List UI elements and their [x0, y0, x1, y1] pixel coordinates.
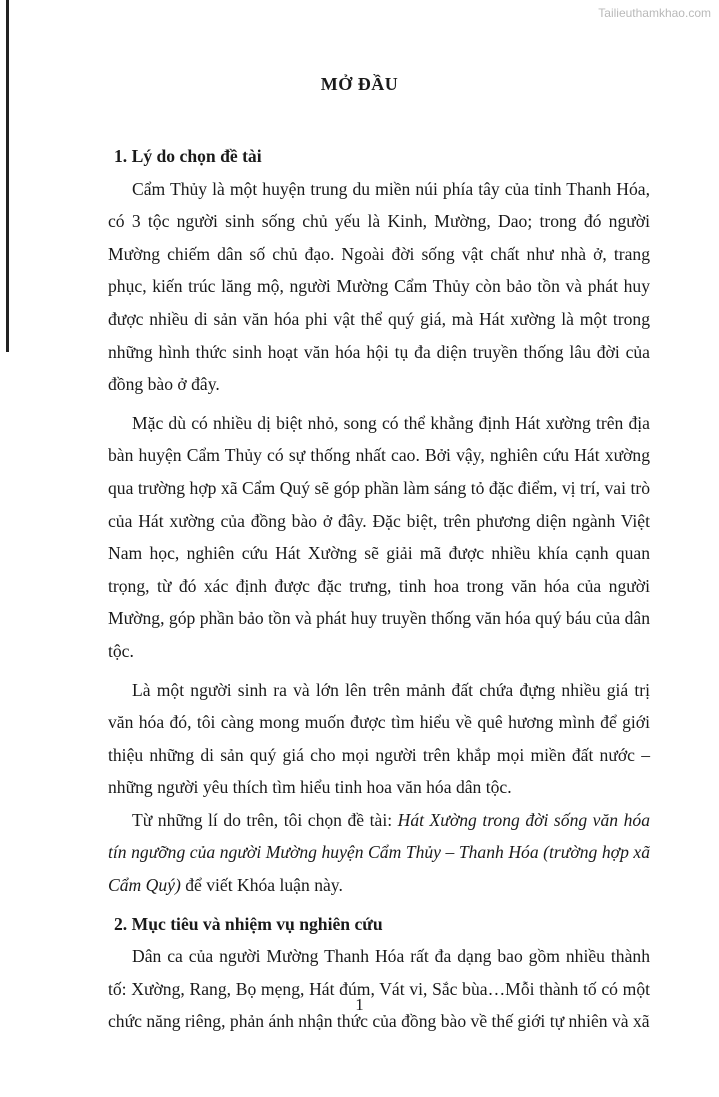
section-1-paragraph-4 — [108, 804, 650, 902]
section-1-paragraph-2: Mặc dù có nhiều dị biệt nhỏ, song có thể khẳng định Hát xường trên địa bàn huyện Cẩm Thủy có sự thống nhất cao. Bởi vậy, nghiên cứu Hát xường qua trường hợp xã Cẩm Quý sẽ góp phần làm sáng tỏ đặc điểm, vị trí, vai trò của Hát xường của đồng bào ở đây. Đặc biệt, trên phương diện ngành Việt Nam học, nghiên cứu Hát Xường sẽ giải mã được nhiều khía cạnh quan trọng, từ đó xác định được đặc trưng, tinh hoa trong văn hóa của người Mường, góp phần bảo tồn và phát huy truyền thống văn hóa quý báu của dân tộc. — [108, 412, 650, 661]
scan-margin-line — [6, 0, 9, 352]
section-2-heading: 2. Mục tiêu và nhiệm vụ nghiên cứu — [114, 913, 383, 934]
document-body — [108, 140, 650, 1038]
section-1-paragraph-3: Là một người sinh ra và lớn lên trên mảnh đất chứa đựng nhiều giá trị văn hóa đó, tôi càng mong muốn được tìm hiểu về quê hương mình để giới thiệu những di sản quý giá cho mọi người trên khắp mọi miền đất nước – những người yêu thích tìm hiểu tinh hoa văn hóa dân tộc. — [108, 679, 650, 798]
paragraph-4-intro: Từ những lí do trên, tôi chọn đề tài: — [132, 809, 398, 830]
section-2-paragraph-1: Dân ca của người Mường Thanh Hóa rất đa dạng bao gồm nhiều thành tố: Xường, Rang, Bọ mẹng, Hát đúm, Vát vi, Sắc bùa…Mỗi thành tố có một chức năng riêng, phản ánh nhận thức của đồng bào về thế giới tự nhiên và xã — [108, 946, 650, 1032]
section-1-paragraph-1: Cẩm Thủy là một huyện trung du miền núi phía tây của tỉnh Thanh Hóa, có 3 tộc người sinh sống chủ yếu là Kinh, Mường, Dao; trong đó người Mường chiếm dân số chủ đạo. Ngoài đời sống vật chất như nhà ở, trang phục, kiến trúc lăng mộ, người Mường Cẩm Thủy còn bảo tồn và phát huy được nhiều di sản văn hóa phi vật thể quý giá, mà Hát xường là một trong những hình thức sinh hoạt văn hóa hội tụ đa diện truyền thống lâu đời của đồng bào ở đây. — [108, 178, 650, 395]
page-number: 1 — [355, 995, 364, 1014]
section-1-heading: 1. Lý do chọn đề tài — [114, 146, 262, 166]
thesis-topic: Hát Xường trong đời sống văn hóa tín ngưỡng của người Mường huyện Cẩm Thủy – Thanh Hóa (trường hợp xã Cẩm Quý) — [108, 809, 650, 896]
watermark: Tailieuthamkhao.com — [598, 6, 711, 20]
paragraph-4-end: để viết Khóa luận này. — [180, 875, 343, 896]
page-title: MỞ ĐẦU — [320, 74, 399, 94]
